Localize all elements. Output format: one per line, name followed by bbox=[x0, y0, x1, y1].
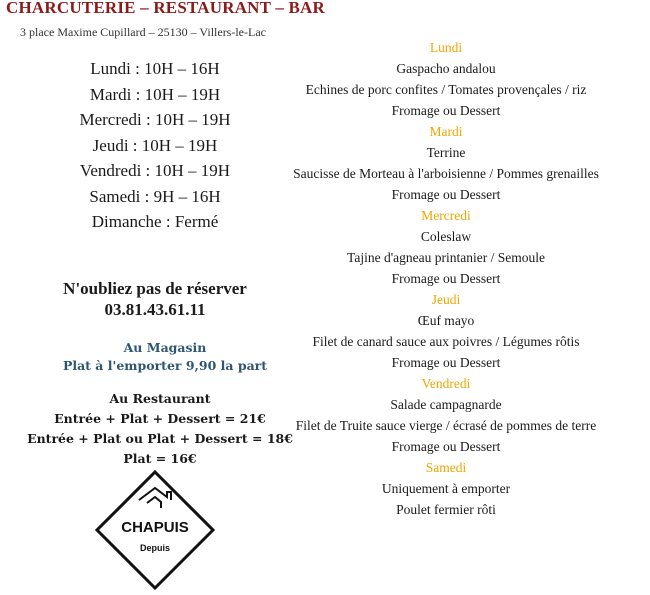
hours-wednesday: Mercredi : 10H – 19H bbox=[79, 110, 231, 129]
menu-item: Terrine bbox=[426, 145, 466, 160]
logo-diamond bbox=[95, 470, 215, 590]
menu-item: Filet de Truite sauce vierge / écrasé de pommes de terre bbox=[295, 418, 597, 433]
menu-item: Coleslaw bbox=[420, 229, 472, 244]
page-title: CHARCUTERIE – RESTAURANT – BAR bbox=[6, 0, 325, 17]
restaurant-block bbox=[15, 389, 305, 469]
menu-item: Fromage ou Dessert bbox=[391, 103, 501, 118]
hours-thursday: Jeudi : 10H – 19H bbox=[92, 135, 218, 155]
opening-hours bbox=[40, 56, 270, 235]
menu-item: Fromage ou Dessert bbox=[391, 355, 501, 370]
menu-item: Œuf mayo bbox=[417, 313, 475, 328]
chapuis-logo bbox=[95, 470, 215, 590]
menu-day-wednesday: Mercredi bbox=[421, 208, 471, 223]
menu-item: Saucisse de Morteau à l'arboisienne / Pommes grenailles bbox=[293, 166, 599, 181]
menu-item: Fromage ou Dessert bbox=[391, 439, 501, 454]
menu-day-friday: Vendredi bbox=[421, 376, 471, 391]
menu-day-saturday: Samedi bbox=[425, 460, 467, 475]
menu-item: Gaspacho andalou bbox=[396, 61, 496, 76]
formula-1: Entrée + Plat + Dessert = 21€ bbox=[54, 411, 266, 426]
menu-day-tuesday: Mardi bbox=[429, 124, 463, 139]
shop-block bbox=[20, 339, 310, 375]
menu-item: Filet de canard sauce aux poivres / Légumes rôtis bbox=[312, 334, 580, 349]
address: 3 place Maxime Cupillard – 25130 – Villers-le-Lac bbox=[20, 25, 266, 39]
weekly-menu bbox=[270, 37, 622, 520]
menu-item: Uniquement à emporter bbox=[381, 481, 511, 496]
shop-title: Au Magasin bbox=[123, 340, 207, 355]
formula-2: Entrée + Plat ou Plat + Dessert = 18€ bbox=[27, 431, 293, 446]
menu-day-thursday: Jeudi bbox=[431, 292, 461, 307]
restaurant-title: Au Restaurant bbox=[109, 391, 211, 406]
hours-monday: Lundi : 10H – 16H bbox=[90, 59, 220, 78]
menu-item: Fromage ou Dessert bbox=[391, 271, 501, 286]
menu-day-monday: Lundi bbox=[429, 40, 463, 55]
menu-item: Echines de porc confites / Tomates provençales / riz bbox=[305, 82, 587, 97]
hours-tuesday: Mardi : 10H – 19H bbox=[89, 84, 221, 104]
phone-number: 03.81.43.61.11 bbox=[104, 300, 206, 319]
menu-item: Salade campagnarde bbox=[390, 397, 502, 412]
hours-saturday: Samedi : 9H – 16H bbox=[89, 186, 221, 206]
menu-item: Tajine d'agneau printanier / Semoule bbox=[347, 250, 545, 265]
formula-3: Plat = 16€ bbox=[123, 451, 197, 466]
menu-item: Poulet fermier rôti bbox=[396, 502, 496, 517]
hours-sunday: Dimanche : Fermé bbox=[91, 212, 219, 231]
shop-offer: Plat à l'emporter 9,90 la part bbox=[62, 358, 268, 373]
logo-subtitle: Depuis bbox=[139, 543, 171, 553]
reservation-text: N'oubliez pas de réserver bbox=[63, 279, 247, 298]
hours-friday: Vendredi : 10H – 19H bbox=[79, 161, 231, 180]
logo-name: CHAPUIS bbox=[121, 519, 189, 536]
menu-item: Fromage ou Dessert bbox=[391, 187, 501, 202]
reservation-block bbox=[20, 278, 290, 320]
